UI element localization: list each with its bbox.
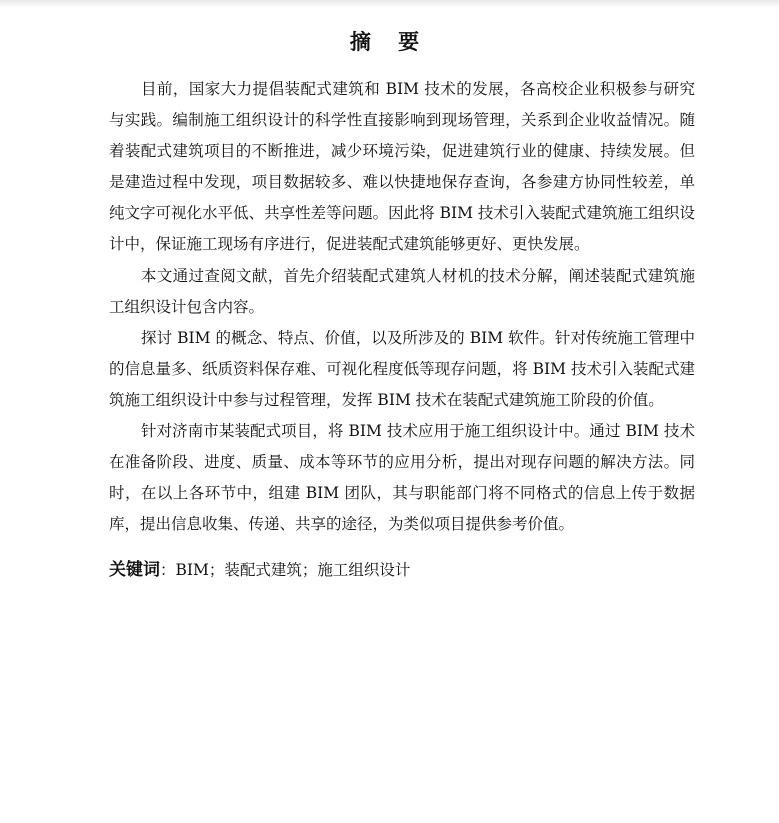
abstract-paragraph-1: 目前，国家大力提倡装配式建筑和 BIM 技术的发展，各高校企业积极参与研究与实践。编制施工组织设计的科学性直接影响到现场管理，关系到企业收益情况。随着装配式建筑项目的不断推进，减少环境污染，促进建筑行业的健康、持续发展。但是建造过程中发现，项目数据较多、难以快捷地保存查询，各参建方协同性较差，单纯文字可视化水平低、共享性差等问题。因此将 BIM 技术引入装配式建筑施工组织设计中，保证施工现场有序进行，促进装配式建筑能够更好、更快发展。 bbox=[109, 80, 695, 254]
keywords-value: BIM；装配式建筑；施工组织设计 bbox=[175, 561, 411, 579]
abstract-body bbox=[109, 74, 695, 540]
keywords-label: 关键词 bbox=[109, 560, 160, 580]
abstract-paragraph-3: 探讨 BIM 的概念、特点、价值，以及所涉及的 BIM 软件。针对传统施工管理中的信息量多、纸质资料保存难、可视化程度低等现存问题，将 BIM 技术引入装配式建筑施工组织设计中参与过程管理，发挥 BIM 技术在装配式建筑施工阶段的价值。 bbox=[109, 328, 695, 409]
abstract-paragraph-2: 本文通过查阅文献，首先介绍装配式建筑人材机的技术分解，阐述装配式建筑施工组织设计包含内容。 bbox=[109, 266, 695, 316]
page-title: 摘 要 bbox=[349, 30, 430, 55]
abstract-paragraph-4: 针对济南市某装配式项目，将 BIM 技术应用于施工组织设计中。通过 BIM 技术在准备阶段、进度、质量、成本等环节的应用分析，提出对现存问题的解决方法。同时，在以上各环节中，组建 BIM 团队，其与职能部门将不同格式的信息上传于数据库，提出信息收集、传递、共享的途径，为类似项目提供参考价值。 bbox=[109, 422, 695, 534]
keywords-line bbox=[109, 557, 695, 583]
keywords-separator: ： bbox=[160, 561, 176, 579]
page-top-shadow bbox=[0, 0, 779, 8]
